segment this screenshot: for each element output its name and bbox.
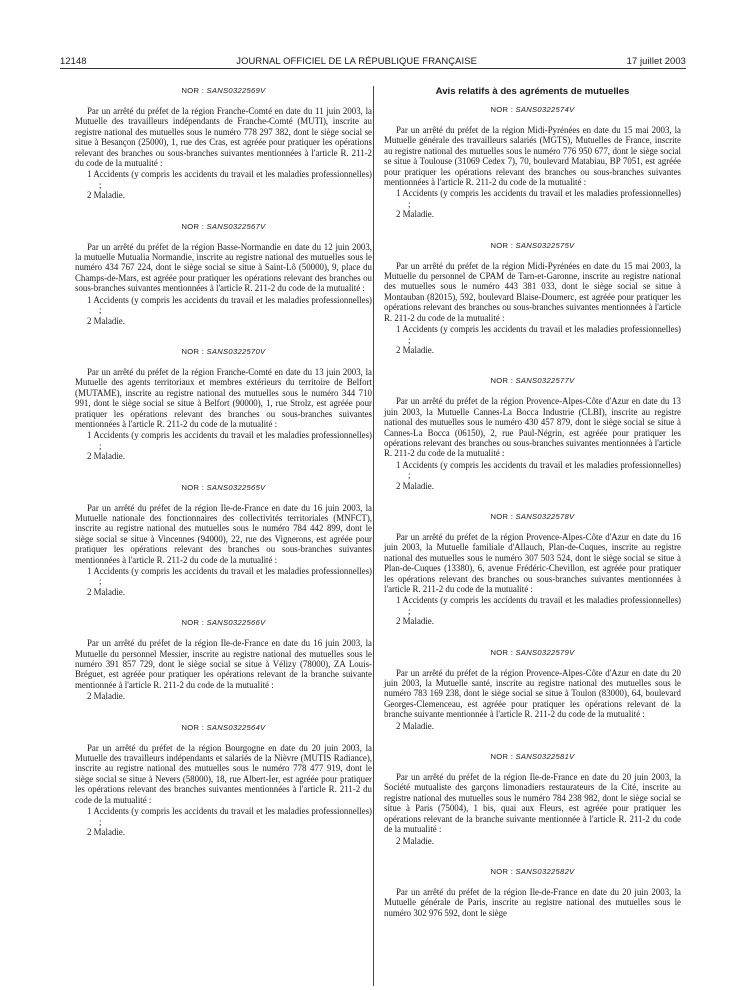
nor-reference xyxy=(75,347,372,356)
nor-code: SANS0322565V xyxy=(206,482,266,492)
nor-reference xyxy=(75,723,372,732)
notice-text: Par un arrêté du préfet de la région Provence-Alpes-Côte d'Azur en date du 13 juin 2003, la Mutuelle Cannes-La Bocca Industrie (CLBI), inscrite au registre national des mutuelles sous le numéro 430 457 879, dont le siège social se situe à Cannes-La Bocca (06150), 2, rue Paul-Négrin, est agréée pour pratiquer les opérations relevant des branches ou sous-branches suivantes mentionnées à l'article R. 211-2 du code de la mutualité : xyxy=(384,396,681,459)
nor-label: NOR : xyxy=(181,86,205,95)
notice-text: Par un arrêté du préfet de la région Bourgogne en date du 20 juin 2003, la Mutuelle des travailleurs indépendants et salariés de la Nièvre (MUTIS Radiance), inscrite au registre national des mutuelles sous le numéro 778 477 919, dont le siège social se situe à Nevers (58000), 18, rue Albert-Ier, est agréée pour pratiquer les opérations relevant des branches suivantes mentionnées à l'article R. 211-2 du code de la mutualité : xyxy=(75,742,372,805)
nor-code: SANS0322570V xyxy=(206,346,266,356)
branch-list xyxy=(75,691,372,701)
branch-list xyxy=(75,566,372,597)
page-header xyxy=(60,48,686,66)
notice-text: Par un arrêté du préfet de la région Provence-Alpes-Côte d'Azur en date du 20 juin 2003, la Mutuelle santé, inscrite au registre national des mutuelles sous le numéro 783 169 238, dont le siège social se situe à Toulon (83000), 64, boulevard Georges-Clemenceau, est agréée pour pratiquer les opérations relevant de la branche suivante mentionnée à l'article R. 211-2 du code de la mutualité : xyxy=(384,667,681,720)
notice-entry xyxy=(384,752,681,846)
nor-label: NOR : xyxy=(181,618,205,628)
branch-list xyxy=(384,188,681,219)
branch-item: 1 Accidents (y compris les accidents du travail et les maladies professionnelles) ; xyxy=(396,324,681,345)
nor-label: NOR : xyxy=(490,866,514,876)
notice-text: Par un arrêté du préfet de la région Ile-de-France en date du 20 juin 2003, la Mutuelle générale de Paris, inscrite au registre national des mutuelles sous le numéro 302 976 592, dont le siège xyxy=(384,886,681,918)
branch-item: 1 Accidents (y compris les accidents du travail et les maladies professionnelles) ; xyxy=(87,169,372,190)
nor-label: NOR : xyxy=(490,752,514,762)
notice-text: Par un arrêté du préfet de la région Provence-Alpes-Côte d'Azur en date du 16 juin 2003, la Mutuelle familiale d'Allauch, Plan-de-Cuques, inscrite au registre national des mutuelles sous le numéro 307 503 524, dont le siège social se situe à Plan-de-Cuques (13380), 6, avenue Frédéric-Chevillon, est agréée pour pratiquer les opérations relevant des branches ou sous-branches suivantes mentionnées à l'article R. 211-2 du code de la mutualité : xyxy=(384,531,681,594)
branch-item: 2 Maladie. xyxy=(87,826,125,837)
nor-reference xyxy=(75,86,372,95)
branch-item: 2 Maladie. xyxy=(396,480,434,491)
nor-code: SANS0322578V xyxy=(515,511,575,521)
nor-label: NOR : xyxy=(181,722,205,732)
publication-date: 17 juillet 2003 xyxy=(626,55,686,66)
notice-entry xyxy=(75,222,372,326)
notice-entry xyxy=(75,86,372,201)
branch-item: 1 Accidents (y compris les accidents du travail et les maladies professionnelles) ; xyxy=(87,294,372,316)
notice-text: Par un arrêté du préfet de la région Midi-Pyrénées en date du 15 mai 2003, la Mutuelle générale des travailleurs salariés (MGTS), Mutuelles de France, inscrite au registre national des mutuelles sous le numéro 776 950 677, dont le siège social se situe à Toulouse (31069 Cedex 7), 70, boulevard Matabiau, BP 7051, est agréée pour pratiquer les opérations relevant des branches ou sous-branches suivantes mentionnées à l'article R. 211-2 du code de la mutualité : xyxy=(384,125,681,188)
notice-text: Par un arrêté du préfet de la région Ile-de-France en date du 16 juin 2003, la Mutuelle nationale des fonctionnaires des collectivités territoriales (MNFCT), inscrite au registre national des mutuelles sous le numéro 784 442 899, dont le siège social se situe à Vincennes (94000), 22, rue des Vignerons, est agréée pour pratiquer les opérations relevant des branches ou sous-branches suivantes mentionnées à l'article R. 211-2 du code de la mutualité : xyxy=(75,502,372,565)
nor-code: SANS0322579V xyxy=(515,647,575,657)
branch-item: 2 Maladie. xyxy=(396,720,434,731)
section-title: Avis relatifs à des agréments de mutuelles xyxy=(435,86,630,97)
notice-entry xyxy=(384,867,681,918)
notice-entry xyxy=(75,618,372,701)
branch-item: 2 Maladie. xyxy=(87,586,125,597)
nor-reference xyxy=(75,618,372,627)
nor-label: NOR : xyxy=(490,647,514,657)
nor-reference xyxy=(384,512,681,521)
nor-code: SANS0322574V xyxy=(515,105,575,114)
notice-entry xyxy=(75,347,372,462)
branch-item: 2 Maladie. xyxy=(87,451,125,462)
right-column xyxy=(384,86,681,939)
nor-label: NOR : xyxy=(490,240,514,250)
notice-entry xyxy=(384,648,681,731)
branch-item: 2 Maladie. xyxy=(396,344,434,355)
nor-label: NOR : xyxy=(181,482,205,492)
notice-entry xyxy=(75,483,372,598)
notice-text: Par un arrêté du préfet de la région Ile-de-France en date du 20 juin 2003, la Société mutualiste des garçons limonadiers restaurateurs de la Cité, inscrite au registre national des mutuelles sous le numéro 784 238 982, dont le siège social se situe à Paris (75004), 1 bis, quai aux Fleurs, est agréée pour pratiquer les opérations relevant de la branche suivante mentionnée à l'article R. 211-2 du code de la mutualité : xyxy=(384,772,681,835)
header-divider xyxy=(60,68,686,69)
nor-code: SANS0322581V xyxy=(515,752,575,762)
notice-entry xyxy=(384,105,681,220)
branch-list xyxy=(75,806,372,837)
notice-entry xyxy=(75,723,372,838)
branch-list xyxy=(75,169,372,200)
nor-reference xyxy=(384,648,681,657)
page-number: 12148 xyxy=(60,55,87,66)
notice-text: Par un arrêté du préfet de la région Basse-Normandie en date du 12 juin 2003, la mutuelle Mutualia Normandie, inscrite au registre national des mutuelles sous le numéro 434 767 224, dont le siège social se situe à Saint-Lô (50000), 9, place du Champs-de-Mars, est agréée pour pratiquer les opérations relevant des branches ou sous-branches suivantes mentionnées à l'article R. 211-2 du code de la mutualité : xyxy=(75,241,372,294)
right-column-entries xyxy=(384,105,681,918)
nor-code: SANS0322567V xyxy=(206,221,266,231)
notice-text: Par un arrêté du préfet de la région Franche-Comté en date du 13 juin 2003, la Mutuelle des agents territoriaux et membres extérieurs du territoire de Belfort (MUTAME), inscrite au registre national des mutuelles sous le numéro 344 710 991, dont le siège social se situe à Belfort (90000), 1, rue Strolz, est agréée pour pratiquer les opérations relevant des branches ou sous-branches suivantes mentionnées à l'article R. 211-2 du code de la mutualité : xyxy=(75,366,372,429)
branch-item: 1 Accidents (y compris les accidents du travail et les maladies professionnelles) ; xyxy=(396,595,681,616)
nor-label: NOR : xyxy=(490,511,514,521)
branch-item: 1 Accidents (y compris les accidents du travail et les maladies professionnelles) ; xyxy=(396,459,681,481)
notice-text: Par un arrêté du préfet de la région Ile-de-France en date du 16 juin 2003, la Mutuelle du personnel Messier, inscrite au registre national des mutuelles sous le numéro 391 857 729, dont le siège social se situe à Vélizy (78000), ZA Louis-Bréguet, est agréée pour pratiquer les opérations relevant de la branche suivante mentionnée à l'article R. 211-2 du code de la mutualité : xyxy=(75,638,372,690)
branch-item: 2 Maladie. xyxy=(396,209,434,220)
notice-entry xyxy=(384,376,681,491)
nor-label: NOR : xyxy=(490,376,514,386)
nor-code: SANS0322564V xyxy=(206,722,266,732)
nor-reference xyxy=(384,105,681,114)
branch-list xyxy=(384,460,681,491)
branch-item: 2 Maladie. xyxy=(87,315,125,326)
branch-item: 2 Maladie. xyxy=(396,616,434,627)
branch-list xyxy=(384,836,681,846)
branch-item: 1 Accidents (y compris les accidents du travail et les maladies professionnelles) ; xyxy=(396,188,681,209)
branch-list xyxy=(75,295,372,326)
nor-code: SANS0322577V xyxy=(515,376,575,386)
nor-label: NOR : xyxy=(181,346,205,356)
nor-reference xyxy=(384,752,681,761)
branch-list xyxy=(384,595,681,626)
nor-reference xyxy=(384,241,681,250)
left-column xyxy=(75,86,372,858)
column-divider xyxy=(373,86,374,986)
branch-list xyxy=(384,721,681,731)
notice-text: Par un arrêté du préfet de la région Franche-Comté en date du 11 juin 2003, la Mutuelle des travailleurs indépendants de Franche-Comté (MUTI), inscrite au registre national des mutuelles sous le numéro 778 297 382, dont le siège social se situe à Besançon (25000), 1, rue des Cras, est agréée pour pratiquer les opérations relevant des branches ou sous-branches suivantes mentionnées à l'article R. 211-2 du code de la mutualité : xyxy=(75,106,372,169)
nor-label: NOR : xyxy=(490,105,514,114)
branch-item: 2 Maladie. xyxy=(87,190,125,201)
nor-code: SANS0322575V xyxy=(515,240,575,250)
nor-label: NOR : xyxy=(181,221,205,231)
branch-list xyxy=(75,430,372,461)
nor-reference xyxy=(384,376,681,385)
journal-title: JOURNAL OFFICIEL DE LA RÉPUBLIQUE FRANÇAISE xyxy=(236,55,477,66)
nor-code: SANS0322566V xyxy=(206,618,266,628)
branch-item: 1 Accidents (y compris les accidents du travail et les maladies professionnelles) ; xyxy=(87,566,372,587)
notice-entry xyxy=(384,512,681,627)
branch-item: 1 Accidents (y compris les accidents du travail et les maladies professionnelles) ; xyxy=(87,430,372,451)
notice-text: Par un arrêté du préfet de la région Midi-Pyrénées en date du 15 mai 2003, la Mutuelle du personnel de CPAM de Tarn-et-Garonne, inscrite au registre national des mutuelles sous le numéro 443 381 033, dont le siège social se situe à Montauban (82015), 592, boulevard Blaise-Doumerc, est agréée pour pratiquer les opérations relevant des branches ou sous-branches suivantes mentionnées à l'article R. 211-2 du code de la mutualité : xyxy=(384,260,681,323)
nor-reference xyxy=(75,222,372,231)
nor-code: SANS0322569V xyxy=(206,86,266,95)
branch-list xyxy=(384,324,681,355)
nor-code: SANS0322582V xyxy=(515,866,575,876)
branch-item: 2 Maladie. xyxy=(87,691,125,702)
notice-entry xyxy=(384,241,681,356)
nor-reference xyxy=(75,483,372,492)
branch-item: 1 Accidents (y compris les accidents du travail et les maladies professionnelles) ; xyxy=(87,806,372,827)
branch-item: 2 Maladie. xyxy=(396,835,434,846)
nor-reference xyxy=(384,867,681,876)
